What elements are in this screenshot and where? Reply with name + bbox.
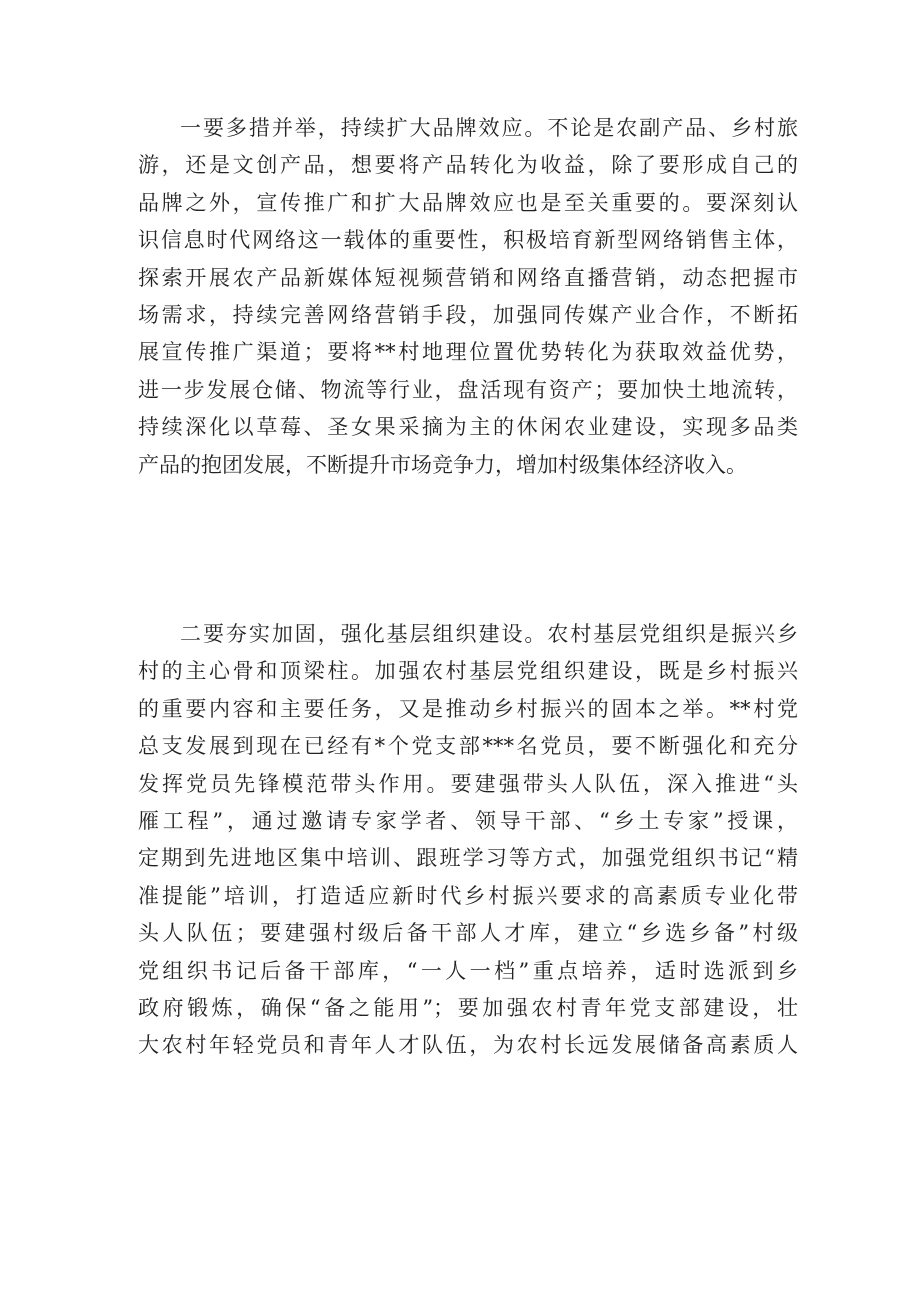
text-line: 游，还是文创产品，想要将产品转化为收益，除了要形成自己的 (138, 153, 798, 178)
text-line: 探索开展农产品新媒体短视频营销和网络直播营销，动态把握市 (138, 265, 798, 290)
text-line: 持续深化以草莓、圣女果采摘为主的休闲农业建设，实现多品类 (138, 415, 798, 440)
text-line: 雁工程”，通过邀请专家学者、领导干部、“乡土专家”授课， (138, 808, 798, 833)
text-line: 识信息时代网络这一载体的重要性，积极培育新型网络销售主体， (138, 228, 798, 253)
text-line: 定期到先进地区集中培训、跟班学习等方式，加强党组织书记“精 (138, 846, 798, 871)
paragraph-grassroots-organization (138, 616, 798, 1065)
text-line: 进一步发展仓储、物流等行业，盘活现有资产；要加快土地流转， (138, 377, 798, 402)
text-line: 准提能”培训，打造适应新时代乡村振兴要求的高素质专业化带 (138, 883, 798, 908)
text-line: 大农村年轻党员和青年人才队伍，为农村长远发展储备高素质人 (138, 1033, 798, 1058)
text-line: 产品的抱团发展，不断提升市场竞争力，增加村级集体经济收入。 (138, 452, 747, 477)
paragraph-brand-effect (138, 110, 798, 484)
text-line: 一要多措并举，持续扩大品牌效应。不论是农副产品、乡村旅 (180, 116, 798, 140)
text-line: 品牌之外，宣传推广和扩大品牌效应也是至关重要的。要深刻认 (138, 190, 798, 215)
text-line: 的重要内容和主要任务，又是推动乡村振兴的固本之举。**村党 (138, 696, 798, 721)
text-line: 场需求，持续完善网络营销手段，加强同传媒产业合作，不断拓 (138, 302, 798, 327)
text-line: 总支发展到现在已经有*个党支部***名党员，要不断强化和充分 (138, 734, 798, 759)
text-line: 党组织书记后备干部库，“一人一档”重点培养，适时选派到乡 (138, 958, 798, 983)
text-line: 展宣传推广渠道；要将**村地理位置优势转化为获取效益优势， (138, 340, 798, 365)
text-line: 发挥党员先锋模范带头作用。要建强带头人队伍，深入推进“头 (138, 771, 798, 796)
text-line: 头人队伍；要建强村级后备干部人才库，建立“乡选乡备”村级 (138, 921, 798, 946)
text-line: 政府锻炼，确保“备之能用”；要加强农村青年党支部建设，壮 (138, 995, 798, 1020)
text-line: 村的主心骨和顶梁柱。加强农村基层党组织建设，既是乡村振兴 (138, 659, 798, 684)
text-line: 二要夯实加固，强化基层组织建设。农村基层党组织是振兴乡 (180, 622, 798, 646)
